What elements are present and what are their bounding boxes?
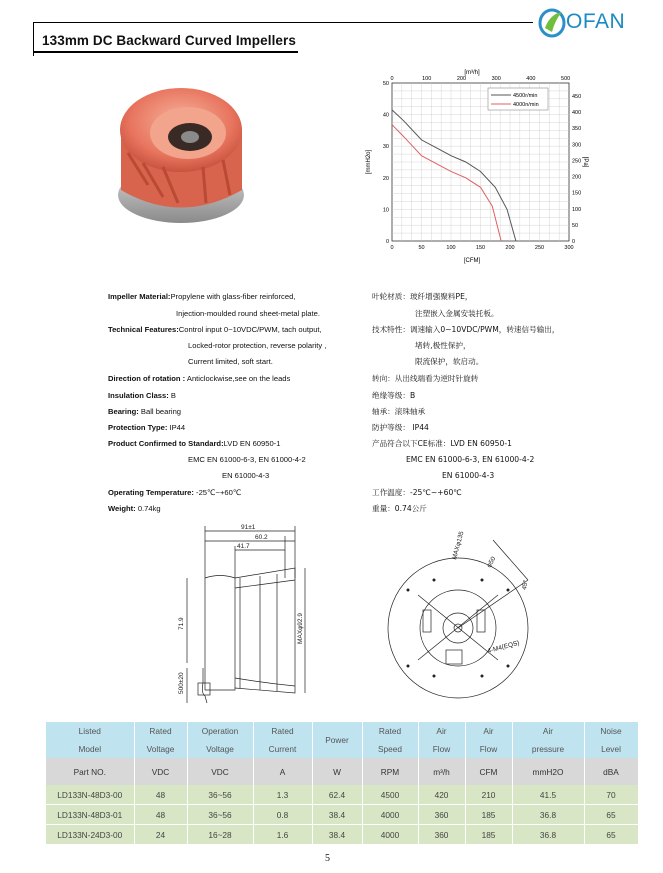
header-cell xyxy=(584,722,638,758)
value-cell: 24 xyxy=(134,825,187,845)
x-top-tick: 200 xyxy=(456,76,467,82)
value-cell: 36~56 xyxy=(187,805,253,825)
header-line: Model xyxy=(78,744,102,754)
x-bottom-tick: 250 xyxy=(534,245,545,251)
x-bottom-tick: 100 xyxy=(446,245,456,251)
spec-label: Protection Type: xyxy=(108,423,168,432)
y-right-tick: 150 xyxy=(572,190,582,197)
table-row xyxy=(46,805,638,825)
value-cell: 65 xyxy=(584,805,638,825)
x-top-tick: 300 xyxy=(491,76,501,82)
header-cell xyxy=(362,722,418,758)
y-right-tick: 300 xyxy=(572,142,582,149)
value-cell: 420 xyxy=(418,785,465,805)
x-bottom-tick: 50 xyxy=(418,245,425,251)
front-holes: 4-M4(EQS) xyxy=(486,639,521,655)
cn-standard-1: 产品符合以下CE标准：LVD EN 60950-1 xyxy=(372,439,512,448)
y-left-tick: 30 xyxy=(382,144,389,151)
dim-60: 60.2 xyxy=(255,534,268,541)
value-cell: 70 xyxy=(584,785,638,805)
x-bottom-tick: 300 xyxy=(564,245,574,251)
spec-standard-2: EMC EN 61000-6-3, EN 61000-4-2 xyxy=(188,455,306,464)
header-line: Power xyxy=(325,735,349,745)
y-left-tick: 0 xyxy=(385,239,389,245)
chart-legend xyxy=(488,88,548,110)
legend-label-1: 4500r/min xyxy=(513,93,538,99)
value-cell: 38.4 xyxy=(312,805,362,825)
cn-standard-2: EMC EN 61000-6-3, EN 61000-4-2 xyxy=(406,455,535,464)
value-cell: 36.8 xyxy=(512,825,584,845)
x-top-tick: 0 xyxy=(390,76,394,82)
header-rule xyxy=(33,22,533,23)
header-line: Flow xyxy=(432,744,451,754)
value-cell: 62.4 xyxy=(312,785,362,805)
cn-temperature: 工作温度：-25℃~+60℃ xyxy=(372,488,462,497)
spec-value: Ball bearing xyxy=(138,407,182,416)
table-body xyxy=(46,785,638,845)
header-line: Air xyxy=(436,726,447,736)
value-cell: 1.6 xyxy=(253,825,312,845)
legend-label-2: 4000n/min xyxy=(513,102,539,108)
spec-value: LVD EN 60950-1 xyxy=(223,439,281,448)
unit-cell: A xyxy=(253,758,312,785)
performance-chart xyxy=(360,66,590,266)
model-cell: LD133N-48D3-01 xyxy=(46,805,134,825)
spec-label: Weight: xyxy=(108,504,136,513)
value-cell: 38.4 xyxy=(312,825,362,845)
spec-value: IP44 xyxy=(167,423,186,432)
spec-insulation xyxy=(108,391,176,401)
header-line: Current xyxy=(268,744,297,754)
cn-insulation: 绝缘等级：B xyxy=(372,391,416,400)
spec-label: Impeller Material: xyxy=(108,292,171,301)
spec-value: -25℃~+60℃ xyxy=(193,488,242,497)
table-unit-row xyxy=(46,758,638,785)
model-cell: LD133N-24D3-00 xyxy=(46,825,134,845)
dim-lead: 500±20 xyxy=(178,672,185,694)
cn-standard-3: EN 61000-4-3 xyxy=(442,471,495,480)
logo-leaf-icon xyxy=(545,12,562,32)
title-underline xyxy=(33,51,298,53)
spec-value: Anticlockwise,see on the leads xyxy=(185,374,291,383)
front-center: φ50 xyxy=(485,555,498,569)
value-cell: 4000 xyxy=(362,805,418,825)
spec-standard xyxy=(108,439,280,449)
cn-bearing: 轴承：滚珠轴承 xyxy=(372,407,426,416)
header-line: Rated xyxy=(149,726,172,736)
model-cell: LD133N-48D3-00 xyxy=(46,785,134,805)
y-right-tick: 400 xyxy=(572,110,582,117)
y-left-tick: 40 xyxy=(382,112,389,119)
header-line: Rated xyxy=(271,726,294,736)
unit-cell: CFM xyxy=(465,758,512,785)
value-cell: 1.3 xyxy=(253,785,312,805)
header-line: Air xyxy=(542,726,554,736)
y-left-tick: 10 xyxy=(382,207,389,214)
front-diameter: MAXφ135 xyxy=(451,530,466,561)
spec-label: Operating Temperature: xyxy=(108,488,194,497)
value-cell: 0.8 xyxy=(253,805,312,825)
spec-table xyxy=(46,722,639,845)
header-line: Operation xyxy=(201,726,239,736)
logo-text: OFAN xyxy=(566,10,626,33)
value-cell: 48 xyxy=(134,805,187,825)
x-top-tick: 500 xyxy=(561,76,571,82)
cn-material-1: 叶轮材质：玻纤增强聚料PE， xyxy=(372,292,473,301)
value-cell: 4000 xyxy=(362,825,418,845)
spec-protection xyxy=(108,423,185,433)
dim-41: 41.7 xyxy=(237,543,250,550)
cn-technical-1: 技术特性：调速输入0~10VDC/PWM，转速信号输出， xyxy=(372,325,560,334)
value-cell: 185 xyxy=(465,805,512,825)
dim-height: 71.9 xyxy=(178,617,185,630)
y-right-tick: 250 xyxy=(572,158,582,165)
y-right-tick: 450 xyxy=(572,93,582,100)
value-cell: 36~56 xyxy=(187,785,253,805)
header-line: Flow xyxy=(479,744,498,754)
y-right-tick: 0 xyxy=(572,239,576,245)
table-header-row xyxy=(46,722,638,758)
header-line: Voltage xyxy=(146,744,175,754)
header-line: Rated xyxy=(378,726,402,736)
spec-label: Product Confirmed to Standard: xyxy=(108,439,224,448)
x-top-tick: 400 xyxy=(526,76,536,82)
unit-cell: RPM xyxy=(362,758,418,785)
side-view-drawing xyxy=(165,518,330,708)
unit-cell: W xyxy=(312,758,362,785)
spec-technical-3: Current limited, soft start. xyxy=(188,357,273,366)
impeller-photo xyxy=(108,75,258,230)
unit-cell: VDC xyxy=(187,758,253,785)
header-line: Listed xyxy=(78,726,101,736)
spec-bearing xyxy=(108,407,181,417)
spec-temperature xyxy=(108,488,241,498)
page-number: 5 xyxy=(325,853,330,864)
header-cell xyxy=(418,722,465,758)
y-left-label: [mmH2o] xyxy=(366,149,372,175)
spec-value: B xyxy=(168,391,176,400)
y-left-tick: 50 xyxy=(382,81,389,87)
header-cell xyxy=(46,722,134,758)
spec-technical xyxy=(108,325,322,335)
spec-technical-2: Locked-rotor protection, reverse polarity , xyxy=(188,341,327,350)
y-right-tick: 200 xyxy=(572,174,582,181)
value-cell: 185 xyxy=(465,825,512,845)
cn-material-2: 注塑嵌入金属安装托板。 xyxy=(415,309,499,318)
spec-label: Bearing: xyxy=(108,407,139,416)
cn-rotation: 转向：从出线端看为逆时针旋转 xyxy=(372,374,479,383)
page-title: 133mm DC Backward Curved Impellers xyxy=(42,33,297,48)
spec-impeller-material xyxy=(108,292,295,302)
x-bottom-label: [CFM] xyxy=(463,258,481,264)
cn-protection: 防护等级： IP44 xyxy=(372,423,429,432)
unit-cell: mmH2O xyxy=(512,758,584,785)
value-cell: 36.8 xyxy=(512,805,584,825)
spec-label: Direction of rotation : xyxy=(108,374,186,383)
value-cell: 360 xyxy=(418,805,465,825)
header-cell xyxy=(312,722,362,758)
x-bottom-tick: 0 xyxy=(390,245,394,251)
spec-standard-3: EN 61000-4-3 xyxy=(222,471,270,480)
dim-diameter: MAXφ92.9 xyxy=(297,613,304,644)
value-cell: 48 xyxy=(134,785,187,805)
table-row xyxy=(46,785,638,805)
header-line: Air xyxy=(483,726,494,736)
x-bottom-tick: 150 xyxy=(475,245,486,251)
header-line: Voltage xyxy=(206,744,234,754)
y-right-tick: 50 xyxy=(572,222,579,229)
spec-value: Propylene with glass-fiber reinforced, xyxy=(170,292,296,301)
value-cell: 41.5 xyxy=(512,785,584,805)
cn-technical-2: 堵转,极性保护， xyxy=(415,341,471,350)
spec-label: Technical Features: xyxy=(108,325,179,334)
header-line: Level xyxy=(601,744,621,754)
value-cell: 360 xyxy=(418,825,465,845)
y-right-label: [Pa] xyxy=(582,156,588,168)
header-line: Noise xyxy=(600,726,622,736)
header-line: Speed xyxy=(378,744,402,754)
x-top-tick: 100 xyxy=(422,76,432,82)
dim-width: 91±1 xyxy=(241,524,256,531)
cn-weight: 重量：0.74公斤 xyxy=(372,504,427,513)
unit-cell: Part NO. xyxy=(46,758,134,785)
y-right-tick: 350 xyxy=(572,126,582,133)
spec-label: Insulation Class: xyxy=(108,391,169,400)
y-right-tick: 100 xyxy=(572,206,582,213)
front-view-drawing xyxy=(378,520,548,710)
spec-weight xyxy=(108,504,161,514)
table-row xyxy=(46,825,638,845)
value-cell: 16~28 xyxy=(187,825,253,845)
spec-rotation xyxy=(108,374,290,384)
header-line: pressure xyxy=(531,744,565,754)
value-cell: 65 xyxy=(584,825,638,845)
header-cell xyxy=(512,722,584,758)
y-left-tick: 20 xyxy=(382,175,389,182)
cn-technical-3: 限流保护，软启动。 xyxy=(415,357,484,366)
unit-cell: m³/h xyxy=(418,758,465,785)
spec-impeller-material-2: Injection-moulded round sheet-metal plate. xyxy=(176,309,320,318)
value-cell: 210 xyxy=(465,785,512,805)
unit-cell: dBA xyxy=(584,758,638,785)
unit-cell: VDC xyxy=(134,758,187,785)
header-cell xyxy=(465,722,512,758)
front-angle: 45° xyxy=(521,579,530,591)
header-cell xyxy=(253,722,312,758)
spec-value: 0.74kg xyxy=(135,504,161,513)
x-bottom-tick: 200 xyxy=(505,245,515,251)
header-cell xyxy=(134,722,187,758)
value-cell: 4500 xyxy=(362,785,418,805)
header-cell xyxy=(187,722,253,758)
x-top-label: [m³/h] xyxy=(464,70,480,76)
spec-value: Control input 0~10VDC/PWM, tach output, xyxy=(178,325,322,334)
